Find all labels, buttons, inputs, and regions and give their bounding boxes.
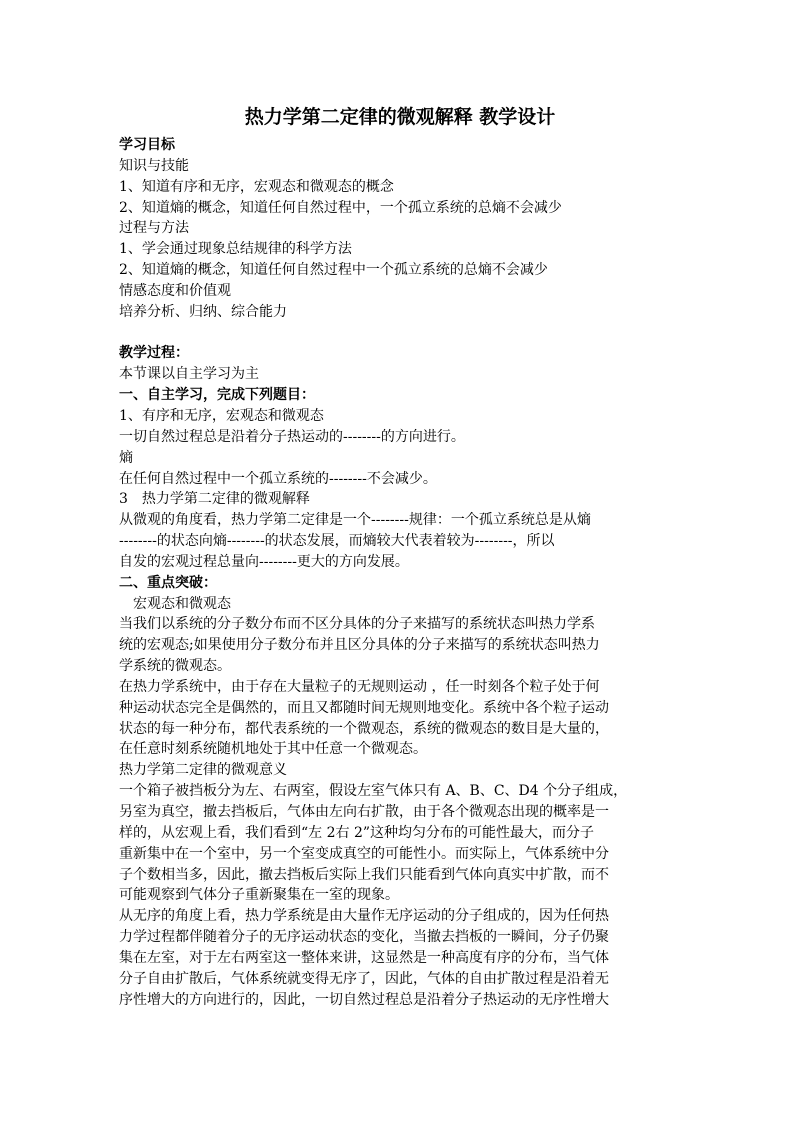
text-line: 宏观态和微观态 <box>119 595 231 612</box>
text-line: 知识与技能 <box>119 157 189 174</box>
text-line: 在任何自然过程中一个孤立系统的--------不会减少。 <box>119 470 437 487</box>
text-line: 情感态度和价值观 <box>119 282 231 299</box>
text-line: 样的，从宏观上看，我们看到“左 2右 2”这种均匀分布的可能性最大，而分子 <box>119 824 595 841</box>
text-line: 1、知道有序和无序，宏观态和微观态的概念 <box>119 178 394 195</box>
document-body <box>119 135 679 1010</box>
text-line: 2、知道熵的概念，知道任何自然过程中，一个孤立系统的总熵不会减少 <box>119 199 562 216</box>
section-heading: 一、自主学习，完成下列题目： <box>119 387 315 404</box>
text-line: 从微观的角度看，热力学第二定律是一个--------规律：一个孤立系统总是从熵 <box>119 512 591 529</box>
text-line: 熵 <box>119 449 133 466</box>
text-line: 子个数相当多，因此，撤去挡板后实际上我们只能看到气体向真实中扩散，而不 <box>119 866 609 883</box>
text-line: 集在左室，对于左右两室这一整体来讲，这显然是一种高度有序的分布，当气体 <box>119 949 609 966</box>
text-line: --------的状态向熵--------的状态发展，而熵较大代表着较为--------，所以 <box>119 533 555 550</box>
text-line: 一个箱子被挡板分为左、右两室，假设左室气体只有 A、B、C、D4 个分子组成， <box>119 783 628 800</box>
text-line: 序性增大的方向进行的，因此，一切自然过程总是沿着分子热运动的无序性增大 <box>119 991 609 1008</box>
text-line: 从无序的角度上看，热力学系统是由大量作无序运动的分子组成的，因为任何热 <box>119 908 609 925</box>
text-line: 另室为真空，撤去挡板后，气体由左向右扩散，由于各个微观态出现的概率是一 <box>119 804 609 820</box>
blank-line <box>119 323 679 344</box>
text-line: 统的宏观态;如果使用分子数分布并且区分具体的分子来描写的系统状态叫热力 <box>119 637 600 654</box>
text-line: 在热力学系统中，由于存在大量粒子的无规则运动 ，任一时刻各个粒子处于何 <box>119 678 600 695</box>
text-line: 热力学第二定律的微观意义 <box>119 762 287 779</box>
text-line: 重新集中在一个室中，另一个室变成真空的可能性小。而实际上，气体系统中分 <box>119 845 609 862</box>
section-heading: 二、重点突破： <box>119 574 217 591</box>
text-line: 在任意时刻系统随机地处于其中任意一个微观态。 <box>119 741 427 758</box>
text-line: 当我们以系统的分子数分布而不区分具体的分子来描写的系统状态叫热力学系 <box>119 616 595 633</box>
text-line: 分子自由扩散后，气体系统就变得无序了，因此，气体的自由扩散过程是沿着无 <box>119 970 609 987</box>
text-line: 种运动状态完全是偶然的，而且又都随时间无规则地变化。系统中各个粒子运动 <box>119 699 609 716</box>
text-line: 2、知道熵的概念，知道任何自然过程中一个孤立系统的总熵不会减少 <box>119 262 548 279</box>
text-line: 本节课以自主学习为主 <box>119 366 259 383</box>
text-line: 可能观察到气体分子重新聚集在一室的现象。 <box>119 887 399 904</box>
text-line: 1、学会通过现象总结规律的科学方法 <box>119 241 352 258</box>
document-title: 热力学第二定律的微观解释 教学设计 <box>244 106 556 128</box>
text-line: 学系统的微观态。 <box>119 658 231 675</box>
text-line: 3 热力学第二定律的微观解释 <box>119 491 310 508</box>
section-heading: 学习目标 <box>119 137 175 153</box>
section-heading: 教学过程： <box>119 345 189 362</box>
text-line: 力学过程都伴随着分子的无序运动状态的变化，当撤去挡板的一瞬间，分子仍聚 <box>119 929 609 946</box>
text-line: 培养分析、归纳、综合能力 <box>119 303 287 320</box>
text-line: 一切自然过程总是沿着分子热运动的--------的方向进行。 <box>119 428 465 445</box>
text-line: 状态的每一种分布，都代表系统的一个微观态，系统的微观态的数目是大量的， <box>119 720 609 737</box>
text-line: 过程与方法 <box>119 220 189 237</box>
text-line: 自发的宏观过程总量向--------更大的方向发展。 <box>119 553 409 570</box>
text-line: 1、有序和无序，宏观态和微观态 <box>119 407 324 424</box>
